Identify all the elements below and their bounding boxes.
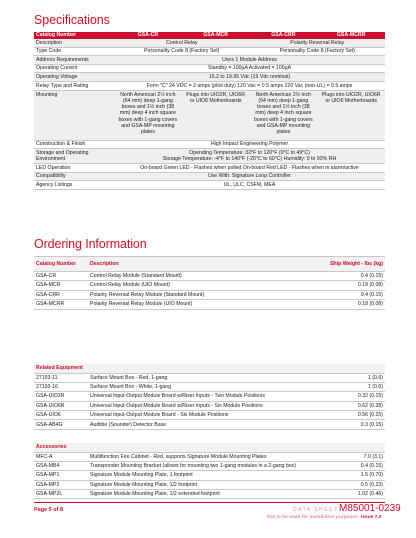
spec-row-description bbox=[34, 39, 385, 47]
related-equipment-row bbox=[34, 373, 385, 382]
related-equipment-row bbox=[34, 420, 385, 429]
storage-line-1: Operating Temperature: 32°F to 120°F (0°C to 49°C) bbox=[189, 149, 310, 156]
ship-weight-cell: 0.56 (0.25) bbox=[323, 411, 385, 420]
spec-label: Relay Type and Rating bbox=[34, 81, 114, 90]
spec-value: Control Relay bbox=[114, 39, 250, 47]
description-cell: Control Relay Module (UIO Mount) bbox=[88, 281, 323, 290]
ship-weight-cell: 1.5 (0.70) bbox=[323, 471, 385, 480]
ordering-row bbox=[34, 272, 385, 281]
specifications-heading: Specifications bbox=[34, 13, 110, 27]
ship-weight-cell: 7.0 (3.1) bbox=[323, 452, 385, 461]
description-cell: Control Relay Module (Standard Mount) bbox=[88, 272, 323, 281]
ordering-heading: Ordering Information bbox=[34, 237, 147, 251]
spec-value: Personality Code 8 (Factory Set) bbox=[250, 47, 386, 56]
spec-label: Description bbox=[34, 39, 114, 47]
catalog-number-cell: GSA-UIO6R bbox=[34, 401, 88, 410]
footer-divider bbox=[34, 502, 385, 503]
spec-col-catalog: Catalog Number bbox=[34, 32, 114, 39]
accessory-row bbox=[34, 490, 385, 499]
ship-weight-cell: 0.4 (0.15) bbox=[323, 272, 385, 281]
ordering-table bbox=[34, 256, 385, 310]
spec-value: Use With: Signature Loop Controller bbox=[114, 172, 385, 181]
related-equipment-row bbox=[34, 401, 385, 410]
ship-weight-cell: 1.02 (0.46) bbox=[323, 490, 385, 499]
ordering-row bbox=[34, 281, 385, 290]
ship-weight-cell: 0.18 (0.08) bbox=[323, 300, 385, 309]
accessory-row bbox=[34, 452, 385, 461]
spec-header-row bbox=[34, 32, 385, 39]
spec-row-mounting bbox=[34, 90, 385, 140]
document-number: M85001-0239 bbox=[339, 503, 401, 514]
ship-weight-cell: 0.18 (0.08) bbox=[323, 281, 385, 290]
spec-row-type-code bbox=[34, 47, 385, 56]
spec-row-compatibility bbox=[34, 172, 385, 181]
spec-value: Plugs into UIO2R, UIO6R or UIO6 Motherboards bbox=[317, 90, 385, 140]
spec-row-relay bbox=[34, 81, 385, 90]
description-cell: Surface Mount Box - Red, 1-gang bbox=[88, 373, 323, 382]
related-equipment-table bbox=[34, 364, 385, 430]
description-cell: Signature Module Mounting Plate, 1 footprint bbox=[88, 471, 323, 480]
spec-label: LED Operation bbox=[34, 164, 114, 173]
spec-label: Mounting bbox=[34, 90, 114, 140]
spec-value: Polarity Reversal Relay bbox=[250, 39, 386, 47]
spec-row-current bbox=[34, 64, 385, 73]
catalog-number-cell: GSA-MP2 bbox=[34, 480, 88, 489]
spec-label: Agency Listings bbox=[34, 181, 114, 190]
spec-label: Compatibility bbox=[34, 172, 114, 181]
description-cell: Universal Input-Output Module Board w/Riser Inputs - Two Module Positions bbox=[88, 392, 323, 401]
spec-label: Construction & Finish bbox=[34, 140, 114, 149]
spec-row-agency bbox=[34, 181, 385, 190]
data-sheet-label: DATA SHEET bbox=[293, 507, 339, 513]
description-cell: Signature Module Mounting Plate, 1/2 extended footprint bbox=[88, 490, 323, 499]
page-number: Page 5 of 8 bbox=[34, 507, 64, 513]
col-description: Description bbox=[88, 257, 323, 272]
spec-value: On-board Green LED - Flashes when polled On-board Red LED - Flashes when in alarm/active bbox=[114, 164, 385, 173]
specifications-table bbox=[34, 32, 385, 190]
col-catalog-number: Catalog Number bbox=[34, 257, 88, 272]
spec-row-voltage bbox=[34, 73, 385, 82]
ship-weight-cell: 1 (0.6) bbox=[323, 373, 385, 382]
ship-weight-cell: 0.5 (0.23) bbox=[323, 480, 385, 489]
spec-label: Address Requirements bbox=[34, 56, 114, 65]
description-cell: Polarity Reversal Relay Module (UIO Mount) bbox=[88, 300, 323, 309]
related-equipment-row bbox=[34, 382, 385, 391]
spec-value: 15.2 to 19.95 Vdc (19 Vdc nominal) bbox=[114, 73, 385, 82]
catalog-number-cell: GSA-MB4 bbox=[34, 461, 88, 470]
spec-col-gsa-mcr: GSA-MCR bbox=[182, 32, 250, 39]
catalog-number-cell: GSA-MP1 bbox=[34, 471, 88, 480]
related-equipment-row bbox=[34, 411, 385, 420]
catalog-number-cell: GSA-CR bbox=[34, 272, 88, 281]
related-equipment-body bbox=[34, 364, 385, 429]
spec-col-gsa-crr: GSA-CRR bbox=[250, 32, 318, 39]
spec-row-address bbox=[34, 56, 385, 65]
ship-weight-cell: 1 (0.6) bbox=[323, 382, 385, 391]
catalog-number-cell: GSA-MCR bbox=[34, 281, 88, 290]
spec-value: Personality Code 8 (Factory Set) bbox=[114, 47, 250, 56]
spec-label: Operating Voltage bbox=[34, 73, 114, 82]
related-equipment-row bbox=[34, 392, 385, 401]
spec-value bbox=[114, 149, 385, 164]
spec-value: North American 2½ inch (64 mm) deep 1-gang boxes and 1½ inch (38 mm) deep 4 inch square boxes with 1-gang covers and GSA-MP mounting plates bbox=[250, 90, 318, 140]
accessory-row bbox=[34, 461, 385, 470]
description-cell: Surface Mount Box - White, 1-gang bbox=[88, 382, 323, 391]
accessories-table bbox=[34, 443, 385, 499]
spec-col-gsa-cr: GSA-CR bbox=[114, 32, 182, 39]
issue-number: Issue 7.2 bbox=[361, 515, 382, 520]
description-cell: Universal Input-Output Module Board - Six Module Positions bbox=[88, 411, 323, 420]
catalog-number-cell: 27193-11 bbox=[34, 373, 88, 382]
catalog-number-cell: GSA-MCRR bbox=[34, 300, 88, 309]
ship-weight-cell: 0.4 (0.15) bbox=[323, 461, 385, 470]
description-cell: Polarity Reversal Relay Module (Standard Mount) bbox=[88, 290, 323, 299]
spec-label: Operating Current bbox=[34, 64, 114, 73]
accessories-heading: Accessories bbox=[34, 443, 385, 452]
catalog-number-cell: GSA-AB4G bbox=[34, 420, 88, 429]
spec-value: High Impact Engineering Polymer bbox=[114, 140, 385, 149]
catalog-number-cell: GSA-MP2L bbox=[34, 490, 88, 499]
accessory-row bbox=[34, 480, 385, 489]
spec-value: Plugs into UIO2R, UIO6R or UIO6 Motherboards bbox=[182, 90, 250, 140]
spec-value: UL, ULC, CSFM, MEA bbox=[114, 181, 385, 190]
description-cell: Multifunction Fire Cabinet - Red, supports Signature Module Mounting Plates bbox=[88, 452, 323, 461]
accessories-body bbox=[34, 443, 385, 499]
catalog-number-cell: MFC-A bbox=[34, 452, 88, 461]
ship-weight-cell: 0.32 (0.15) bbox=[323, 392, 385, 401]
description-cell: Signature Module Mounting Plate, 1/2 footprint bbox=[88, 480, 323, 489]
installation-note: Not to be used for installation purposes. bbox=[267, 515, 359, 520]
description-cell: Transponder Mounting Bracket (allows for mounting two 1-gang modules in a 2-gang box) bbox=[88, 461, 323, 470]
ordering-row bbox=[34, 300, 385, 309]
related-equipment-heading: Related Equipment bbox=[34, 364, 385, 373]
accessory-row bbox=[34, 471, 385, 480]
spec-label: Storage and Operating Environment bbox=[34, 149, 114, 164]
catalog-number-cell: GSA-UIO6 bbox=[34, 411, 88, 420]
ordering-header-row bbox=[34, 257, 385, 272]
ship-weight-cell: 0.62 (0.28) bbox=[323, 401, 385, 410]
spec-row-led bbox=[34, 164, 385, 173]
col-ship-weight: Ship Weight - lbs (kg) bbox=[323, 257, 385, 272]
catalog-number-cell: 27193-16 bbox=[34, 382, 88, 391]
ordering-body bbox=[34, 272, 385, 310]
ship-weight-cell: 0.4 (0.15) bbox=[323, 290, 385, 299]
spec-label: Type Code bbox=[34, 47, 114, 56]
storage-line-2: Storage Temperature: -4°F to 140°F (-20°C to 60°C) Humidity: 0 to 93% RH bbox=[162, 156, 337, 163]
ordering-row bbox=[34, 290, 385, 299]
description-cell: Universal Input-Output Module Board w/Riser Inputs - Six Module Positions bbox=[88, 401, 323, 410]
catalog-number-cell: GSA-UIO2R bbox=[34, 392, 88, 401]
catalog-number-cell: GSA-CRR bbox=[34, 290, 88, 299]
accessories-group-row bbox=[34, 443, 385, 452]
spec-row-storage bbox=[34, 149, 385, 164]
ship-weight-cell: 0.3 (0.15) bbox=[323, 420, 385, 429]
spec-value: Form "C" 24 VDC = 2 amps (pilot duty) 120 Vac = 0.5 amps 220 Vac (non-UL) = 0.5 amps bbox=[114, 81, 385, 90]
spec-col-gsa-mcrr: GSA-MCRR bbox=[317, 32, 385, 39]
description-cell: Audible (Sounder) Detector Base bbox=[88, 420, 323, 429]
spec-row-construction bbox=[34, 140, 385, 149]
spec-value: North American 2½ inch (64 mm) deep 1-gang boxes and 1½ inch (38 mm) deep 4 inch square boxes with 1-gang covers and GSA-MP mounting plates bbox=[114, 90, 182, 140]
related-equipment-group-row bbox=[34, 364, 385, 373]
spec-value: Uses 1 Module Address bbox=[114, 56, 385, 65]
spec-value: Standby = 100µA Activated = 100µA bbox=[114, 64, 385, 73]
